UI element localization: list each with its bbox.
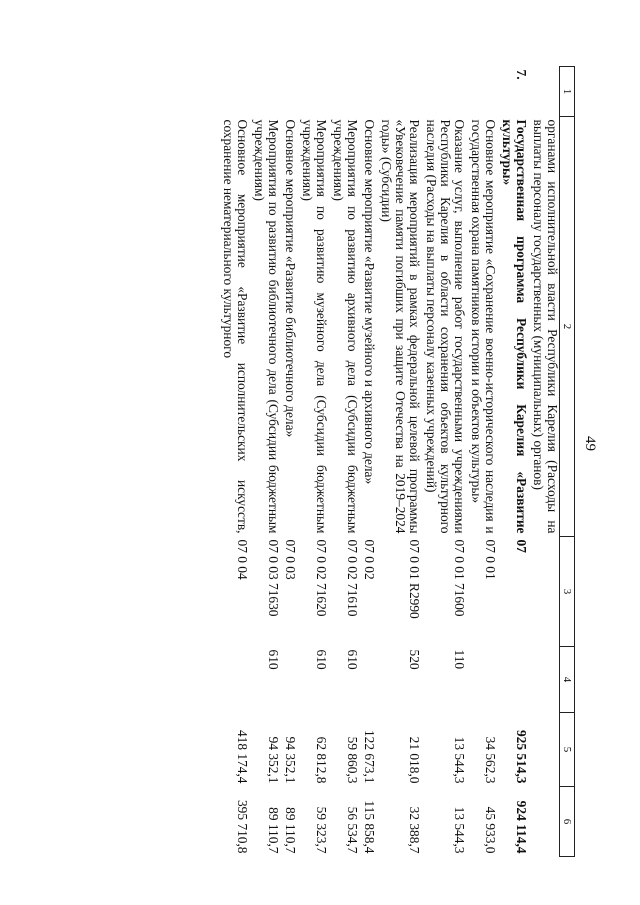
amount-2022: 56 534,7 [345,806,360,854]
expense-type [359,647,376,713]
classification-code: 07 0 03 71630 [266,539,281,617]
amount-2022: 89 110,7 [283,807,298,854]
classification-code: 07 0 03 [283,539,298,580]
table-row [421,67,466,857]
row-number [359,67,376,117]
row-name: Основное мероприятие «Сохранение военно-исторического наследия и государственная охрана памятников истории и объектов культуры» [469,119,498,534]
table-row [280,67,297,857]
budget-table [218,66,575,857]
column-header: 5 [560,713,575,787]
classification-code: 07 [514,539,529,553]
amount-2022: 115 858,4 [362,800,377,854]
row-name: Мероприятия по развитию музейного дела (Субсидии бюджетным учреждениям) [300,119,329,534]
expense-type: 110 [452,649,467,670]
column-header: 6 [560,787,575,857]
expense-type [280,647,297,713]
row-number [528,67,560,117]
column-header: 1 [560,67,575,117]
expense-type [528,647,560,713]
expense-type: 610 [314,649,329,670]
row-name: Основное мероприятие «Развитие исполнительских искусств, сохранение нематериального культурного [221,119,250,534]
table-row [218,67,249,857]
row-number [421,67,466,117]
row-number [376,67,421,117]
amount-2022: 13 544,3 [452,806,467,854]
table-row [297,67,328,857]
row-name: Мероприятия по развитию архивного дела (Субсидии бюджетным учреждениям) [331,119,360,534]
row-name: органами исполнительной власти Республики Карелия (Расходы на выплаты персоналу государственных (муниципальных) органов) [531,119,560,534]
classification-code: 07 0 02 71620 [314,539,329,617]
row-name: Государственная программа Республики Карелия «Развитие культуры» [500,119,529,534]
row-number [280,67,297,117]
amount-2022: 45 933,0 [483,806,498,854]
column-header: 3 [560,537,575,647]
row-name: Реализация мероприятий в рамках федеральной целевой программы «Увековечение памяти погибших при защите Отечества на 2019–2024 годы» (Субсидии) [379,119,422,534]
amount-2021 [528,713,560,787]
amount-2021: 122 673,1 [362,729,377,784]
row-name: Основное мероприятие «Развитие библиотечного дела» [283,119,298,438]
classification-code: 07 0 02 71610 [345,539,360,617]
classification-code: 07 0 01 [483,539,498,580]
table-row [376,67,421,857]
row-name: Оказание услуг, выполнение работ государственными учреждениями Республики Карелия в области сохранения объектов культурного наследия (Расходы на выплаты персоналу казенных учреждений) [424,119,467,534]
row-name: Мероприятия по развитию библиотечного дела (Субсидии бюджетным учреждениям) [252,119,281,534]
amount-2021: 13 544,3 [452,736,467,784]
expense-type [466,647,497,713]
row-number [466,67,497,117]
table-row [528,67,560,857]
classification-code [528,537,560,647]
expense-type [218,647,249,713]
column-number-row [560,67,575,857]
table-row [249,67,280,857]
expense-type: 610 [266,649,281,670]
row-number [297,67,328,117]
classification-code: 07 0 02 [362,539,377,580]
classification-code: 07 0 01 R2990 [407,539,422,619]
table-row [359,67,376,857]
row-name: Основное мероприятие «Развитие музейного и архивного дела» [362,119,377,485]
amount-2021: 34 562,3 [483,736,498,784]
expense-type: 610 [345,649,360,670]
column-header: 2 [560,117,575,537]
table-row [466,67,497,857]
expense-type: 520 [407,649,422,670]
classification-code: 07 0 01 71600 [452,539,467,617]
amount-2021: 925 514,3 [514,729,529,784]
amount-2022: 924 114,4 [514,800,529,854]
row-number [249,67,280,117]
row-number [218,67,249,117]
row-number: 7. [514,69,529,80]
amount-2022 [528,787,560,857]
column-header: 4 [560,647,575,713]
page-number: 49 [582,436,598,451]
amount-2021: 62 812,8 [314,736,329,784]
amount-2022: 89 110,7 [266,807,281,854]
amount-2021: 59 860,3 [345,736,360,784]
amount-2021: 94 352,1 [283,736,298,784]
amount-2021: 21 018,0 [407,736,422,784]
amount-2022: 59 323,7 [314,806,329,854]
table-body [218,67,560,857]
amount-2022: 32 388,7 [407,806,422,854]
expense-type [497,647,528,713]
classification-code: 07 0 04 [235,539,250,580]
table-row [497,67,528,857]
amount-2021: 94 352,1 [266,736,281,784]
row-number [328,67,359,117]
amount-2021: 418 174,4 [235,729,250,784]
amount-2022: 395 710,8 [235,799,250,854]
table-row [328,67,359,857]
